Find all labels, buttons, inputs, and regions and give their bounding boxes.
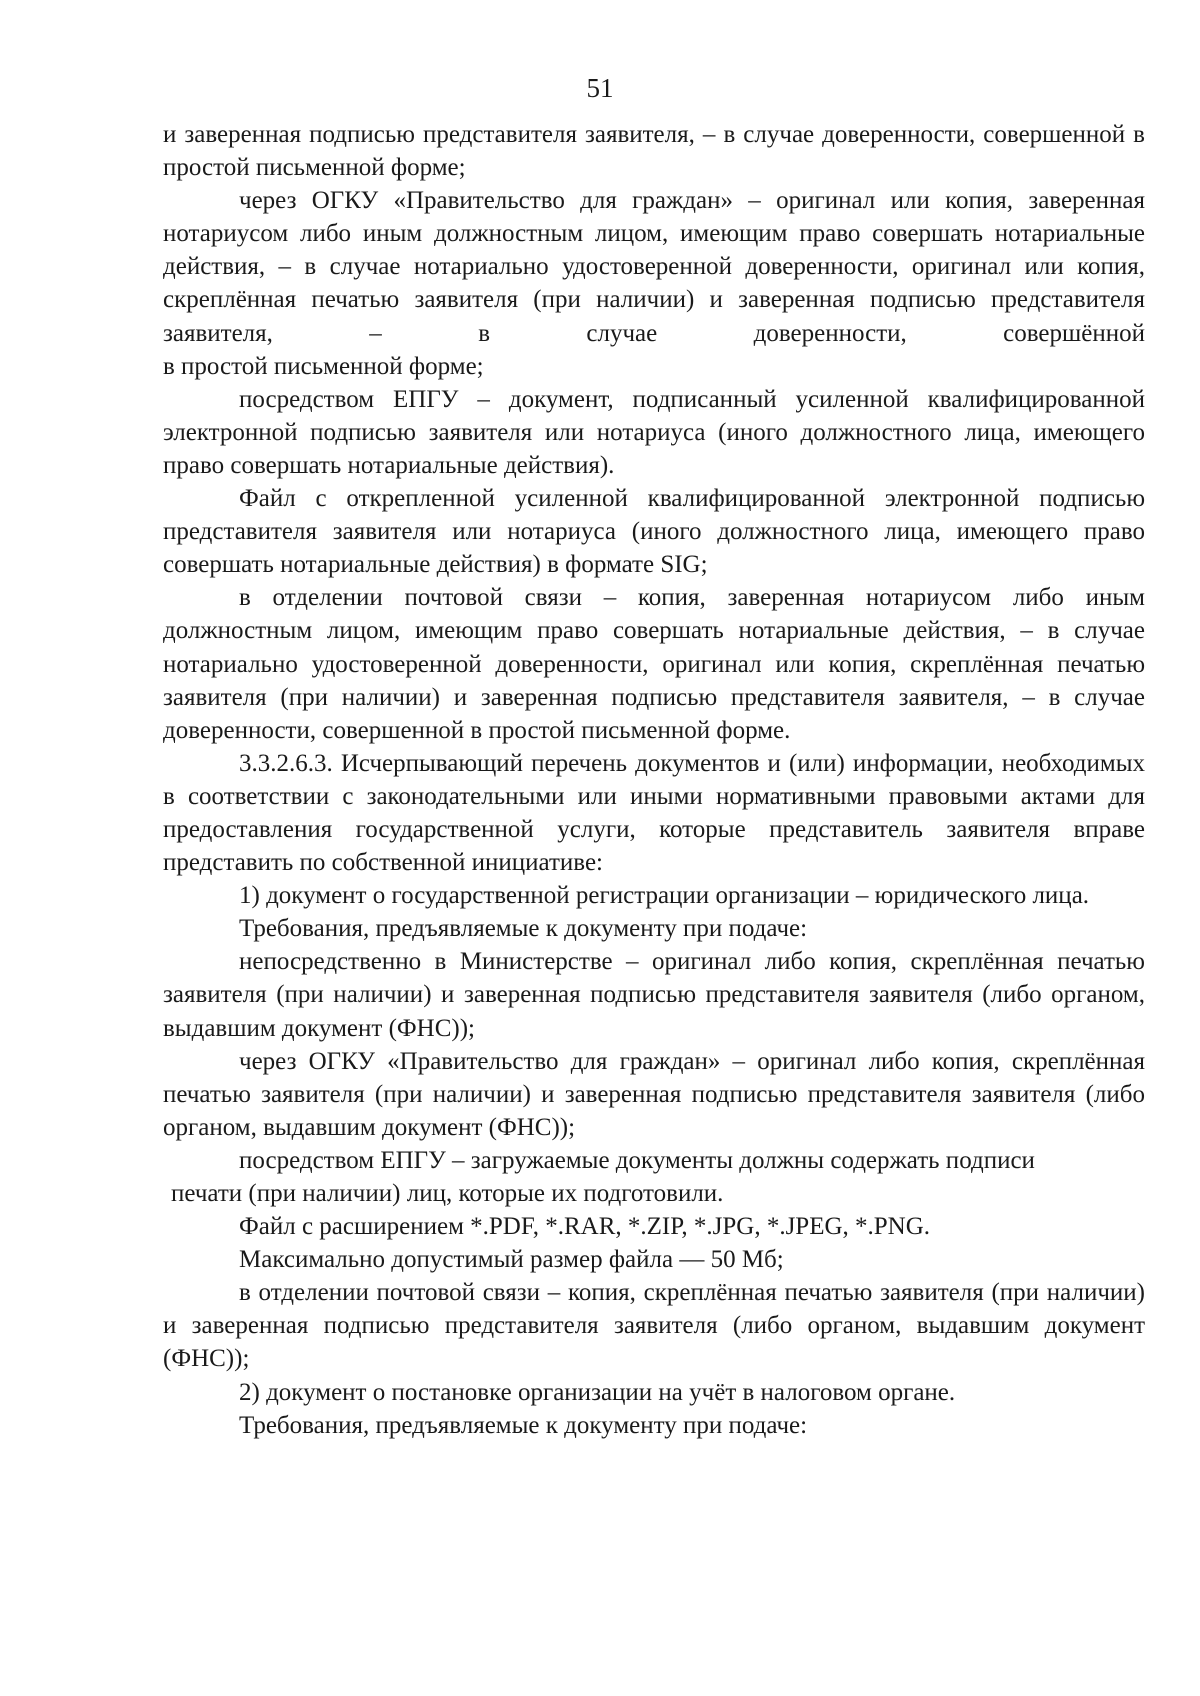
paragraph: Требования, предъявляемые к документу при подаче: [239,915,808,943]
paragraph: в отделении почтовой связи – копия, скреплённая печатью заявителя (при наличии) и заверенная подписью представителя заявителя (либо органом, выдавшим документ (ФНС)); [163,1279,1145,1373]
paragraph: Файл с открепленной усиленной квалифицированной электронной подписью представителя заявителя или нотариуса (иного должностного лица, имеющего право совершать нотариальные действия) в формате SIG; [163,485,1145,579]
paragraph: непосредственно в Министерстве – оригинал либо копия, скреплённая печатью заявителя (при наличии) и заверенная подписью представителя заявителя (либо органом, выдавшим документ (ФНС)); [163,948,1145,1042]
paragraph: в простой письменной форме; [163,352,484,380]
document-body [163,118,1145,1442]
paragraph: посредством ЕПГУ – документ, подписанный усиленной квалифицированной электронной подписью заявителя или нотариуса (иного должностного лица, имеющего право совершать нотариальные действия). [163,385,1145,479]
paragraph: Требования, предъявляемые к документу при подаче: [239,1411,808,1439]
paragraph: 2) документ о постановке организации на учёт в налоговом органе. [239,1378,956,1406]
paragraph: 3.3.2.6.3. Исчерпывающий перечень документов и (или) информации, необходимых в соответствии с законодательными или иными нормативными правовыми актами для предоставления государственной услуги, которые представитель заявителя вправе представить по собственной инициативе: [163,749,1145,877]
paragraph: в отделении почтовой связи – копия, заверенная нотариусом либо иным должностным лицом, имеющим право совершать нотариальные действия, – в случае нотариально удостоверенной доверенности, оригинал или копия, скреплённая печатью заявителя (при наличии) и заверенная подписью представителя заявителя, – в случае доверенности, совершенной в простой письменной форме. [163,584,1145,744]
paragraph: печати (при наличии) лиц, которые их подготовили. [171,1180,724,1207]
paragraph: Максимально допустимый размер файла — 50 Мб; [239,1246,784,1274]
paragraph: посредством ЕПГУ – загружаемые документы должны содержать подписи [239,1146,1035,1174]
page-number: 51 [586,73,614,103]
paragraph: и заверенная подписью представителя заявителя, – в случае доверенности, совершенной в простой письменной форме; [163,121,1145,182]
paragraph: через ОГКУ «Правительство для граждан» – оригинал либо копия, скреплённая печатью заявителя (при наличии) и заверенная подписью представителя заявителя (либо органом, выдавшим документ (ФНС)); [163,1047,1145,1141]
paragraph: через ОГКУ «Правительство для граждан» – оригинал или копия, заверенная нотариусом либо иным должностным лицом, имеющим право совершать нотариальные действия, – в случае нотариально удостоверенной доверенности, оригинал или копия, скреплённая печатью заявителя (при наличии) и заверенная подписью представителя заявителя, – в случае доверенности, совершённой [163,187,1145,347]
paragraph: Файл с расширением *.PDF, *.RAR, *.ZIP, *.JPG, *.JPEG, *.PNG. [239,1213,931,1241]
paragraph: 1) документ о государственной регистрации организации – юридического лица. [239,882,1090,910]
